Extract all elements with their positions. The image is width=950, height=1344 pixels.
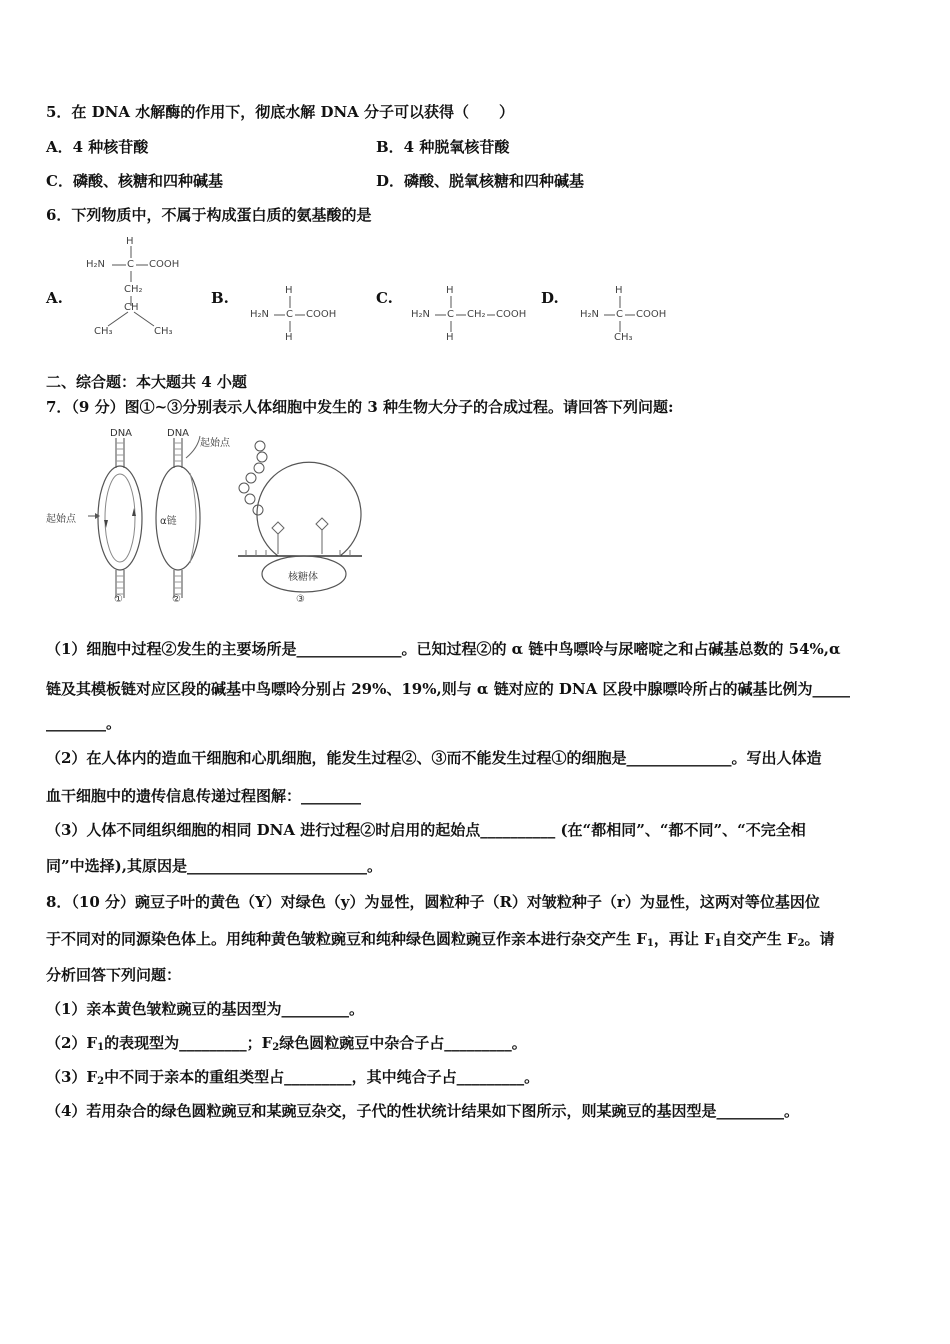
q6-structure-c <box>411 284 536 344</box>
d-ch3: CH₃ <box>614 332 633 343</box>
q8-line1: 8．（10 分）豌豆子叶的黄色（Y）对绿色（y）为显性，圆粒种子（R）对皱粒种子（r）为显性，这两对等位基因位 <box>46 893 820 911</box>
replication-diagram <box>88 438 142 598</box>
q6-structure-b <box>250 284 350 344</box>
d-cooh: COOH <box>636 309 667 320</box>
fig-num-1: ① <box>114 594 123 605</box>
q5-option-c[interactable]: C．磷酸、核糖和四种碱基 <box>46 172 223 190</box>
a-h: H <box>126 236 134 247</box>
fig-origin-top: 起始点 <box>200 438 230 449</box>
d-c: C <box>616 309 623 320</box>
a-cooh: COOH <box>149 259 180 270</box>
q8-line3: 分析回答下列问题： <box>46 966 182 984</box>
q8-p3: $(3)F_2$中不同于亲本的重组类型占_________，其中纯合子占_________。 <box>46 1068 540 1087</box>
q8-p2: $(2)F_1$的表现型为_________；$F_2$绿色圆粒豌豆中杂合子占_________。 <box>46 1034 527 1053</box>
fig-num-2: ② <box>172 594 181 605</box>
b-h-top: H <box>285 285 293 296</box>
q5-option-d[interactable]: D．磷酸、脱氧核糖和四种碱基 <box>376 172 585 190</box>
q7-p1-line1: （1）细胞中过程②发生的主要场所是______________。已知过程②的 α 链中鸟嘌呤与尿嘧啶之和占碱基总数的 54%,α <box>46 640 841 658</box>
q7-p2-line2: 血干细胞中的遗传信息传递过程图解：________ <box>46 787 362 805</box>
b-h2n: H₂N <box>250 309 270 320</box>
q6-option-d-label[interactable]: D. <box>541 289 559 307</box>
q6-structure-a <box>86 236 196 340</box>
c-h2n: H₂N <box>411 309 431 320</box>
q6-structure-d <box>580 284 680 344</box>
fig-dna-1: DNA <box>110 428 133 439</box>
q7-p2-line1: （2）在人体内的造血干细胞和心肌细胞，能发生过程②、③而不能发生过程①的细胞是______________。写出人体造 <box>46 749 822 767</box>
fig-dna-2: DNA <box>167 428 190 439</box>
q8-line2: 于不同对的同源染色体上。用纯种黄色皱粒豌豆和纯种绿色圆粒豌豆作亲本进行杂交产生 $F_1$，再让 $F_1$自交产生 $F_2$。请 <box>46 930 835 949</box>
q5-option-a[interactable]: A．4 种核苷酸 <box>46 138 149 156</box>
q7-p3-line2: 同”中选择),其原因是________________________。 <box>46 857 382 875</box>
a-h2n: H₂N <box>86 259 106 270</box>
a-ch2: CH₂ <box>124 284 143 295</box>
q7-stem: 7．（9 分）图①~③分别表示人体细胞中发生的 3 种生物大分子的合成过程。请回答下列问题: <box>46 398 674 416</box>
b-h-bottom: H <box>285 332 293 343</box>
q5-stem: 5．在 DNA 水解酶的作用下，彻底水解 DNA 分子可以获得（ ） <box>46 103 515 121</box>
section-heading: 二、综合题：本大题共 4 小题 <box>46 373 247 391</box>
c-ch2: CH₂ <box>467 309 486 320</box>
q5-option-b[interactable]: B．4 种脱氧核苷酸 <box>376 138 510 156</box>
fig-num-3: ③ <box>296 594 305 605</box>
q6-stem: 6．下列物质中，不属于构成蛋白质的氨基酸的是 <box>46 206 372 224</box>
a-ch3-left: CH₃ <box>94 326 113 337</box>
q6-option-a-label[interactable]: A. <box>46 289 63 307</box>
c-c: C <box>447 309 454 320</box>
c-h-top: H <box>446 285 454 296</box>
fig-alpha-chain: α链 <box>160 516 177 527</box>
a-ch: CH <box>124 302 139 313</box>
a-c: C <box>127 259 134 270</box>
b-c: C <box>286 309 293 320</box>
fig-origin-left: 起始点 <box>46 514 76 525</box>
a-ch3-right: CH₃ <box>154 326 173 337</box>
c-h-bottom: H <box>446 332 454 343</box>
q7-figure-drawing <box>40 428 370 608</box>
q7-figure <box>40 428 370 608</box>
fig-ribosome: 核糖体 <box>288 572 318 583</box>
b-cooh: COOH <box>306 309 337 320</box>
q8-p4: （4）若用杂合的绿色圆粒豌豆和某豌豆杂交，子代的性状统计结果如下图所示，则某豌豆的基因型是_________。 <box>46 1102 799 1120</box>
q6-option-c-label[interactable]: C. <box>376 289 393 307</box>
d-h2n: H₂N <box>580 309 600 320</box>
q6-option-b-label[interactable]: B. <box>211 289 229 307</box>
q7-p1-line2: 链及其模板链对应区段的碱基中鸟嘌呤分别占 29%、19%,则与 α 链对应的 DNA 区段中腺嘌呤所占的碱基比例为_____ <box>46 680 850 698</box>
q7-p3-line1: （3）人体不同组织细胞的相同 DNA 进行过程②时启用的起始点__________ (在“都相同”、“都不同”、“不完全相 <box>46 821 806 839</box>
c-cooh: COOH <box>496 309 527 320</box>
q8-p1: （1）亲本黄色皱粒豌豆的基因型为_________。 <box>46 1000 364 1018</box>
d-h-top: H <box>615 285 623 296</box>
q7-p1-line3: ________。 <box>46 714 122 732</box>
